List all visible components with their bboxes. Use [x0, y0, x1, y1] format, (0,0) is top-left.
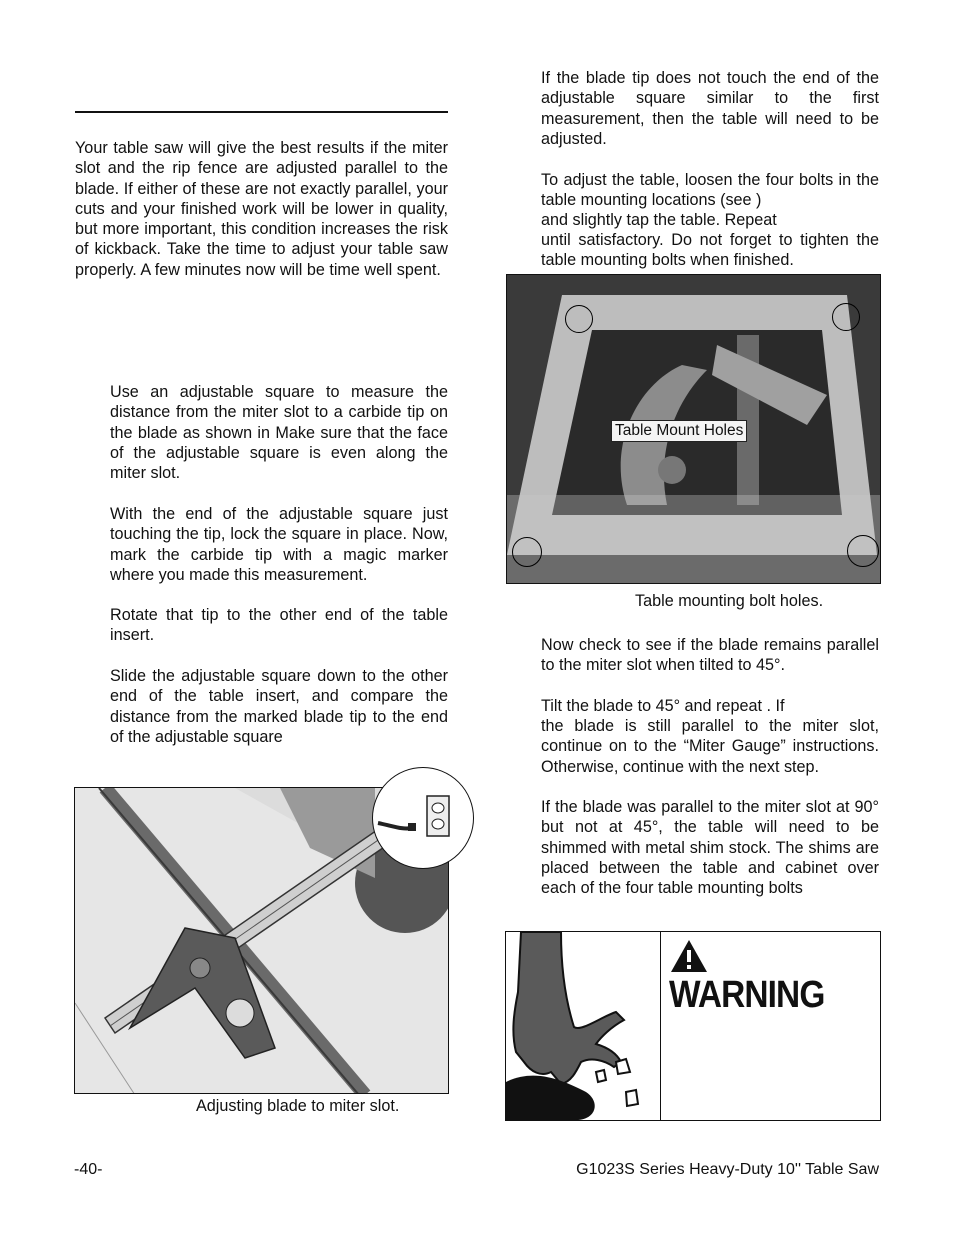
left-figure-caption: Adjusting blade to miter slot. [196, 1097, 400, 1115]
table-mount-holes-label: Table Mount Holes [611, 420, 747, 442]
warning-box [505, 931, 881, 1121]
page-number: -40- [74, 1161, 103, 1178]
step-2-text: With the end of the adjustable square just touching the tip, lock the square in place. Now, mark the carbide tip with a magic marker where you made this measurement. [110, 505, 448, 584]
warning-title: WARNING [669, 974, 825, 1016]
warning-triangle-icon [669, 938, 709, 974]
table-adjust-intro: If the blade tip does not touch the end of the adjustable square similar to the first measurement, then the table will need to be adjusted. [541, 69, 879, 148]
severed-hand-icon [506, 932, 659, 1120]
table-mount-photo [506, 274, 881, 584]
manual-title: G1023S Series Heavy-Duty 10'' Table Saw [576, 1161, 879, 1178]
section-rule [75, 111, 448, 113]
right-figure-caption: Table mounting bolt holes. [635, 592, 824, 610]
tilt-repeat-text-a: Tilt the blade to 45° and repeat . If [541, 697, 785, 715]
mount-hole-marker-bottom-right [847, 535, 879, 567]
power-outlet-inset [372, 767, 474, 869]
tilt-repeat-text-b: the blade is still parallel to the miter slot, continue on to the “Miter Gauge” instructions. Otherwise, continue with the next step. [541, 717, 879, 776]
step-1-text: Use an adjustable square to measure the distance from the miter slot to a carbide tip on the blade as shown in Make sure that the face of the adjustable square is even along the miter slot. [110, 383, 448, 483]
mount-hole-marker-top-right [832, 303, 860, 331]
table-adjust-step-c: until satisfactory. Do not forget to tighten the table mounting bolts when finished. [541, 231, 879, 270]
mount-hole-marker-top-left [565, 305, 593, 333]
tilt-check-text: Now check to see if the blade remains parallel to the miter slot when tilted to 45°. [541, 636, 879, 675]
warning-divider [660, 932, 661, 1120]
step-3-text: Rotate that tip to the other end of the table insert. [110, 606, 448, 645]
intro-paragraph: Your table saw will give the best results if the miter slot and the rip fence are adjusted parallel to the blade. If either of these are not exactly parallel, your cuts and your finished work will be lower in quality, but more important, this condition increases the risk of kickback. Take the time to adjust your table saw properly. A few minutes now will be time well spent. [75, 139, 448, 279]
table-adjust-step-b: and slightly tap the table. Repeat [541, 211, 777, 229]
warning-header [669, 938, 880, 1017]
mount-hole-marker-bottom-left [512, 537, 542, 567]
shim-instructions: If the blade was parallel to the miter slot at 90° but not at 45°, the table will need to be shimmed with metal shim stock. The shims are placed between the table and cabinet over each of the four table mounting bolts [541, 798, 879, 898]
table-adjust-step-a: To adjust the table, loosen the four bolts in the table mounting locations (see ) [541, 171, 879, 210]
step-4-text: Slide the adjustable square down to the other end of the table insert, and compare the distance from the marked blade tip to the end of the adjustable square [110, 667, 448, 746]
